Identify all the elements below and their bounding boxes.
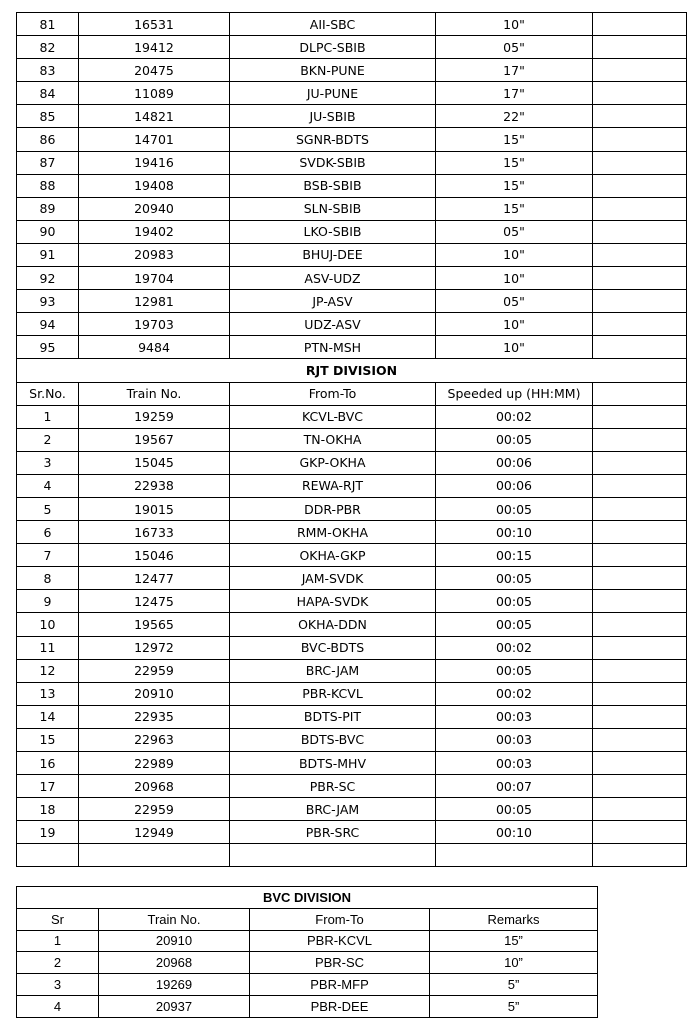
from-to-cell: BHUJ-DEE — [230, 243, 436, 266]
from-to-cell: BSB-SBIB — [230, 174, 436, 197]
time-cell: 00:02 — [436, 405, 593, 428]
sr-no-cell: 8 — [17, 567, 79, 590]
table-row — [17, 613, 687, 636]
table-row — [17, 313, 687, 336]
sr-no-cell: 92 — [17, 267, 79, 290]
sr-no-cell: 13 — [17, 682, 79, 705]
remark-cell — [593, 151, 687, 174]
train-no-cell: 19704 — [79, 267, 230, 290]
sr-no-cell: 17 — [17, 775, 79, 798]
sr-no-cell: 3 — [17, 451, 79, 474]
time-cell: 00:05 — [436, 567, 593, 590]
remark-cell — [593, 474, 687, 497]
timing-table-body — [17, 13, 687, 867]
column-header: Speeded up (HH:MM) — [436, 382, 593, 405]
column-header: Train No. — [99, 908, 250, 930]
table-row — [17, 36, 687, 59]
sr-no-cell: 2 — [17, 428, 79, 451]
from-to-cell — [230, 844, 436, 867]
from-to-cell: HAPA-SVDK — [230, 590, 436, 613]
sr-no-cell: 16 — [17, 752, 79, 775]
remark-cell — [593, 13, 687, 36]
remark-cell — [593, 613, 687, 636]
from-to-cell: GKP-OKHA — [230, 451, 436, 474]
time-cell: 00:03 — [436, 752, 593, 775]
time-cell: 10" — [436, 267, 593, 290]
time-cell: 10" — [436, 313, 593, 336]
remark-cell — [593, 451, 687, 474]
table-row — [17, 728, 687, 751]
table-row — [17, 151, 687, 174]
remark-cell — [593, 728, 687, 751]
time-cell: 00:05 — [436, 613, 593, 636]
sr-no-cell: 9 — [17, 590, 79, 613]
table-row — [17, 844, 687, 867]
sr-no-cell: 88 — [17, 174, 79, 197]
remark-cell — [593, 752, 687, 775]
remark-cell — [593, 290, 687, 313]
from-to-cell: BDTS-PIT — [230, 705, 436, 728]
bvc-table-body — [17, 887, 598, 1018]
sr-no-cell: 11 — [17, 636, 79, 659]
from-to-cell: SGNR-BDTS — [230, 128, 436, 151]
remarks-cell: 15” — [430, 930, 598, 952]
time-cell: 00:05 — [436, 798, 593, 821]
from-to-cell: BRC-JAM — [230, 798, 436, 821]
time-cell: 15" — [436, 197, 593, 220]
remark-cell — [593, 567, 687, 590]
remark-cell — [593, 174, 687, 197]
train-no-cell: 19565 — [79, 613, 230, 636]
rjt-division-title-row — [17, 359, 687, 382]
table-row — [17, 243, 687, 266]
from-to-cell: BDTS-BVC — [230, 728, 436, 751]
time-cell: 17" — [436, 59, 593, 82]
remark-cell — [593, 336, 687, 359]
from-to-cell: PBR-MFP — [250, 974, 430, 996]
table-row — [17, 682, 687, 705]
from-to-cell: PBR-KCVL — [250, 930, 430, 952]
table-row — [17, 267, 687, 290]
remark-cell — [593, 521, 687, 544]
time-cell — [436, 844, 593, 867]
from-to-cell: UDZ-ASV — [230, 313, 436, 336]
column-header: Remarks — [430, 908, 598, 930]
table-row — [17, 59, 687, 82]
rjt-header-row — [17, 382, 687, 405]
train-no-cell: 20910 — [99, 930, 250, 952]
table-row — [17, 775, 687, 798]
train-no-cell: 22989 — [79, 752, 230, 775]
table-row — [17, 197, 687, 220]
table-row — [17, 930, 598, 952]
time-cell: 00:15 — [436, 544, 593, 567]
sr-no-cell: 3 — [17, 974, 99, 996]
sr-no-cell: 15 — [17, 728, 79, 751]
time-cell: 00:06 — [436, 474, 593, 497]
remark-cell — [593, 682, 687, 705]
sr-no-cell: 81 — [17, 13, 79, 36]
remark-cell — [593, 544, 687, 567]
sr-no-cell: 4 — [17, 995, 99, 1017]
train-no-cell: 19416 — [79, 151, 230, 174]
from-to-cell: PBR-DEE — [250, 995, 430, 1017]
remark-cell — [593, 128, 687, 151]
from-to-cell: JP-ASV — [230, 290, 436, 313]
train-no-cell: 20475 — [79, 59, 230, 82]
from-to-cell: RMM-OKHA — [230, 521, 436, 544]
time-cell: 05" — [436, 290, 593, 313]
table-row — [17, 590, 687, 613]
sr-no-cell: 14 — [17, 705, 79, 728]
bvc-division-table — [16, 886, 598, 1018]
train-no-cell: 19015 — [79, 497, 230, 520]
sr-no-cell: 18 — [17, 798, 79, 821]
remark-cell — [593, 844, 687, 867]
table-row — [17, 174, 687, 197]
remark-cell — [593, 659, 687, 682]
sr-no-cell: 93 — [17, 290, 79, 313]
time-cell: 22" — [436, 105, 593, 128]
table-row — [17, 636, 687, 659]
remark-cell — [593, 36, 687, 59]
table-row — [17, 451, 687, 474]
table-row — [17, 567, 687, 590]
time-cell: 10" — [436, 13, 593, 36]
train-no-cell: 19402 — [79, 220, 230, 243]
table-row — [17, 128, 687, 151]
remark-cell — [593, 59, 687, 82]
table-row — [17, 428, 687, 451]
remark-cell — [593, 497, 687, 520]
train-no-cell: 22959 — [79, 659, 230, 682]
sr-no-cell: 82 — [17, 36, 79, 59]
time-cell: 00:05 — [436, 590, 593, 613]
sr-no-cell: 84 — [17, 82, 79, 105]
remarks-cell: 10” — [430, 952, 598, 974]
rjt-division-title: RJT DIVISION — [17, 359, 687, 382]
time-cell: 17" — [436, 82, 593, 105]
remark-cell — [593, 105, 687, 128]
remark-cell — [593, 798, 687, 821]
table-row — [17, 752, 687, 775]
timing-table — [16, 12, 687, 867]
table-row — [17, 544, 687, 567]
train-no-cell — [79, 844, 230, 867]
sr-no-cell — [17, 844, 79, 867]
train-no-cell: 20937 — [99, 995, 250, 1017]
train-no-cell: 12981 — [79, 290, 230, 313]
from-to-cell: BKN-PUNE — [230, 59, 436, 82]
train-no-cell: 14701 — [79, 128, 230, 151]
column-header: Sr — [17, 908, 99, 930]
time-cell: 00:05 — [436, 428, 593, 451]
column-header: From-To — [230, 382, 436, 405]
remark-cell — [593, 821, 687, 844]
remark-cell — [593, 705, 687, 728]
time-cell: 15" — [436, 151, 593, 174]
table-row — [17, 474, 687, 497]
train-no-cell: 20968 — [79, 775, 230, 798]
train-no-cell: 20983 — [79, 243, 230, 266]
train-no-cell: 22938 — [79, 474, 230, 497]
from-to-cell: TN-OKHA — [230, 428, 436, 451]
column-header — [593, 382, 687, 405]
time-cell: 00:10 — [436, 521, 593, 544]
from-to-cell: PBR-SC — [250, 952, 430, 974]
train-no-cell: 15046 — [79, 544, 230, 567]
from-to-cell: BDTS-MHV — [230, 752, 436, 775]
remark-cell — [593, 243, 687, 266]
remarks-cell: 5” — [430, 974, 598, 996]
from-to-cell: DLPC-SBIB — [230, 36, 436, 59]
time-cell: 15" — [436, 174, 593, 197]
from-to-cell: JU-SBIB — [230, 105, 436, 128]
table-row — [17, 105, 687, 128]
table-row — [17, 336, 687, 359]
train-no-cell: 20910 — [79, 682, 230, 705]
from-to-cell: OKHA-DDN — [230, 613, 436, 636]
time-cell: 05" — [436, 36, 593, 59]
from-to-cell: SLN-SBIB — [230, 197, 436, 220]
table-row — [17, 705, 687, 728]
bvc-header-row — [17, 908, 598, 930]
from-to-cell: DDR-PBR — [230, 497, 436, 520]
remark-cell — [593, 428, 687, 451]
sr-no-cell: 1 — [17, 930, 99, 952]
sr-no-cell: 91 — [17, 243, 79, 266]
from-to-cell: AII-SBC — [230, 13, 436, 36]
train-no-cell: 14821 — [79, 105, 230, 128]
train-no-cell: 19269 — [99, 974, 250, 996]
time-cell: 00:02 — [436, 636, 593, 659]
table-row — [17, 521, 687, 544]
from-to-cell: SVDK-SBIB — [230, 151, 436, 174]
sr-no-cell: 89 — [17, 197, 79, 220]
train-no-cell: 12475 — [79, 590, 230, 613]
from-to-cell: JU-PUNE — [230, 82, 436, 105]
from-to-cell: PTN-MSH — [230, 336, 436, 359]
time-cell: 00:10 — [436, 821, 593, 844]
from-to-cell: KCVL-BVC — [230, 405, 436, 428]
train-no-cell: 19703 — [79, 313, 230, 336]
table-row — [17, 974, 598, 996]
sr-no-cell: 87 — [17, 151, 79, 174]
sr-no-cell: 5 — [17, 497, 79, 520]
sr-no-cell: 83 — [17, 59, 79, 82]
remark-cell — [593, 775, 687, 798]
remarks-cell: 5” — [430, 995, 598, 1017]
table-row — [17, 995, 598, 1017]
train-no-cell: 12972 — [79, 636, 230, 659]
time-cell: 15" — [436, 128, 593, 151]
train-no-cell: 16733 — [79, 521, 230, 544]
time-cell: 00:03 — [436, 728, 593, 751]
table-row — [17, 497, 687, 520]
column-header: Train No. — [79, 382, 230, 405]
column-header: From-To — [250, 908, 430, 930]
bvc-division-title: BVC DIVISION — [17, 887, 598, 909]
from-to-cell: OKHA-GKP — [230, 544, 436, 567]
train-no-cell: 20968 — [99, 952, 250, 974]
train-no-cell: 22935 — [79, 705, 230, 728]
table-row — [17, 659, 687, 682]
sr-no-cell: 7 — [17, 544, 79, 567]
table-row — [17, 220, 687, 243]
table-row — [17, 821, 687, 844]
sr-no-cell: 4 — [17, 474, 79, 497]
train-no-cell: 19408 — [79, 174, 230, 197]
bvc-division-title-row — [17, 887, 598, 909]
from-to-cell: PBR-SC — [230, 775, 436, 798]
sr-no-cell: 86 — [17, 128, 79, 151]
from-to-cell: BRC-JAM — [230, 659, 436, 682]
sr-no-cell: 94 — [17, 313, 79, 336]
time-cell: 00:05 — [436, 659, 593, 682]
train-no-cell: 19412 — [79, 36, 230, 59]
sr-no-cell: 85 — [17, 105, 79, 128]
train-no-cell: 19259 — [79, 405, 230, 428]
train-no-cell: 12949 — [79, 821, 230, 844]
table-row — [17, 798, 687, 821]
remark-cell — [593, 197, 687, 220]
remark-cell — [593, 590, 687, 613]
train-no-cell: 16531 — [79, 13, 230, 36]
time-cell: 05" — [436, 220, 593, 243]
sr-no-cell: 2 — [17, 952, 99, 974]
table-row — [17, 13, 687, 36]
column-header: Sr.No. — [17, 382, 79, 405]
time-cell: 00:02 — [436, 682, 593, 705]
time-cell: 00:05 — [436, 497, 593, 520]
train-no-cell: 22959 — [79, 798, 230, 821]
train-no-cell: 15045 — [79, 451, 230, 474]
train-no-cell: 22963 — [79, 728, 230, 751]
table-row — [17, 290, 687, 313]
remark-cell — [593, 405, 687, 428]
sr-no-cell: 6 — [17, 521, 79, 544]
train-no-cell: 12477 — [79, 567, 230, 590]
train-no-cell: 9484 — [79, 336, 230, 359]
remark-cell — [593, 636, 687, 659]
time-cell: 00:07 — [436, 775, 593, 798]
sr-no-cell: 95 — [17, 336, 79, 359]
remark-cell — [593, 220, 687, 243]
sr-no-cell: 19 — [17, 821, 79, 844]
sr-no-cell: 1 — [17, 405, 79, 428]
train-no-cell: 19567 — [79, 428, 230, 451]
remark-cell — [593, 313, 687, 336]
sr-no-cell: 10 — [17, 613, 79, 636]
from-to-cell: LKO-SBIB — [230, 220, 436, 243]
from-to-cell: REWA-RJT — [230, 474, 436, 497]
time-cell: 00:03 — [436, 705, 593, 728]
time-cell: 00:06 — [436, 451, 593, 474]
time-cell: 10" — [436, 243, 593, 266]
from-to-cell: JAM-SVDK — [230, 567, 436, 590]
train-no-cell: 11089 — [79, 82, 230, 105]
from-to-cell: ASV-UDZ — [230, 267, 436, 290]
from-to-cell: PBR-SRC — [230, 821, 436, 844]
from-to-cell: BVC-BDTS — [230, 636, 436, 659]
table-row — [17, 82, 687, 105]
table-row — [17, 952, 598, 974]
remark-cell — [593, 82, 687, 105]
time-cell: 10" — [436, 336, 593, 359]
train-no-cell: 20940 — [79, 197, 230, 220]
sr-no-cell: 12 — [17, 659, 79, 682]
remark-cell — [593, 267, 687, 290]
table-row — [17, 405, 687, 428]
sr-no-cell: 90 — [17, 220, 79, 243]
from-to-cell: PBR-KCVL — [230, 682, 436, 705]
